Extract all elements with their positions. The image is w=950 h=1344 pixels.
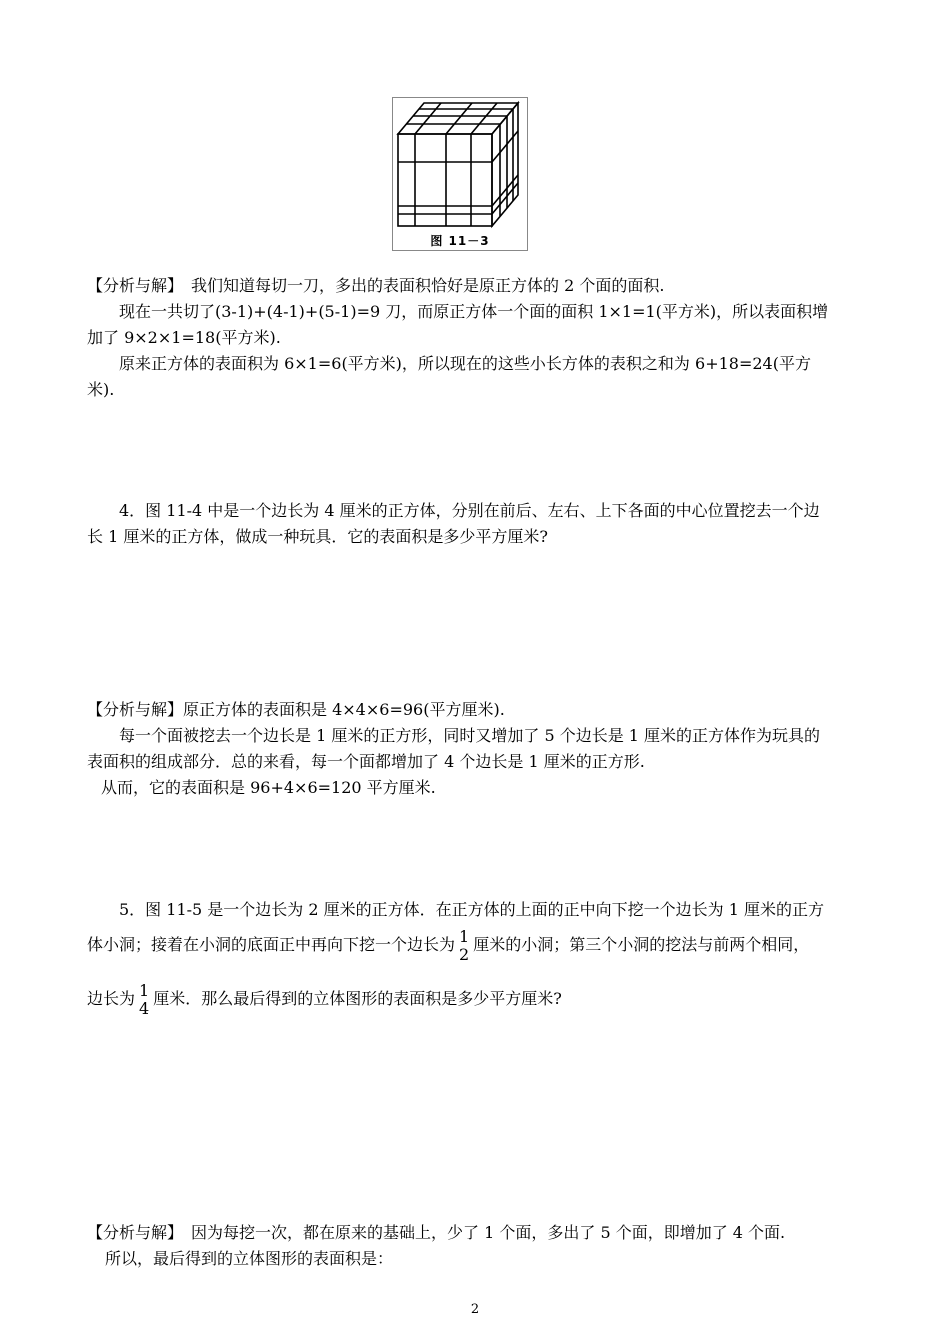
text-line: 加了 9×2×1=18(平方米). [87,328,281,347]
text-line: 原来正方体的表面积为 6×1=6(平方米)，所以现在的这些小长方体的表积之和为 6+18=24(平方 [119,354,811,373]
text-line: 米). [87,380,115,399]
text-line: 表面积的组成部分．总的来看，每一个面都增加了 4 个边长是 1 厘米的正方形. [87,752,645,771]
text-segment: 体小洞；接着在小洞的底面正中再向下挖一个边长为 [87,935,456,954]
sliced-cube-drawing [393,98,529,252]
figure-caption: 图 11－3 [430,234,490,248]
problem-text-line [87,977,562,1021]
text-line: 从而，它的表面积是 96+4×6=120 平方厘米. [101,778,436,797]
problem-text-line: 5．图 11-5 是一个边长为 2 厘米的正方体．在正方体的上面的正中向下挖一个边长为 1 厘米的正方 [119,900,825,919]
cube-figure [392,97,528,251]
text-line: 每一个面被挖去一个边长是 1 厘米的正方形，同时又增加了 5 个边长是 1 厘米的正方体作为玩具的 [119,726,821,745]
text-segment: 边长为 [87,989,136,1008]
problem-text-line [87,923,809,967]
problem-text-line: 4．图 11-4 中是一个边长为 4 厘米的正方体，分别在前后、左右、上下各面的中心位置挖去一个边 [119,501,820,520]
text-line: 【分析与解】 我们知道每切一刀，多出的表面积恰好是原正方体的 2 个面的面积. [87,276,665,295]
text-segment: 厘米的小洞；第三个小洞的挖法与前两个相同， [473,935,810,954]
text-line: 【分析与解】 因为每挖一次，都在原来的基础上，少了 1 个面，多出了 5 个面，即增加了 4 个面. [87,1223,786,1242]
section1-analysis [87,273,847,403]
text-line: 所以，最后得到的立体图形的表面积是： [105,1249,394,1268]
fraction-one-half [459,928,469,964]
solution-4 [87,697,847,801]
problem-4 [87,498,847,550]
text-line: 【分析与解】原正方体的表面积是 4×4×6=96(平方厘米). [87,700,505,719]
fraction-denominator: 4 [139,998,150,1018]
fraction-denominator: 2 [459,944,470,964]
solution-5 [87,1220,847,1272]
problem-text-line: 长 1 厘米的正方体，做成一种玩具．它的表面积是多少平方厘米? [87,527,548,546]
page-number: 2 [470,1302,480,1317]
text-line: 现在一共切了(3-1)+(4-1)+(5-1)=9 刀，而原正方体一个面的面积 1×1=1(平方米)，所以表面积增 [119,302,829,321]
fraction-numerator: 1 [459,926,470,946]
fraction-numerator: 1 [139,980,150,1000]
text-segment: 厘米．那么最后得到的立体图形的表面积是多少平方厘米? [153,989,562,1008]
problem-5 [87,897,847,1018]
fraction-one-quarter [139,982,149,1018]
